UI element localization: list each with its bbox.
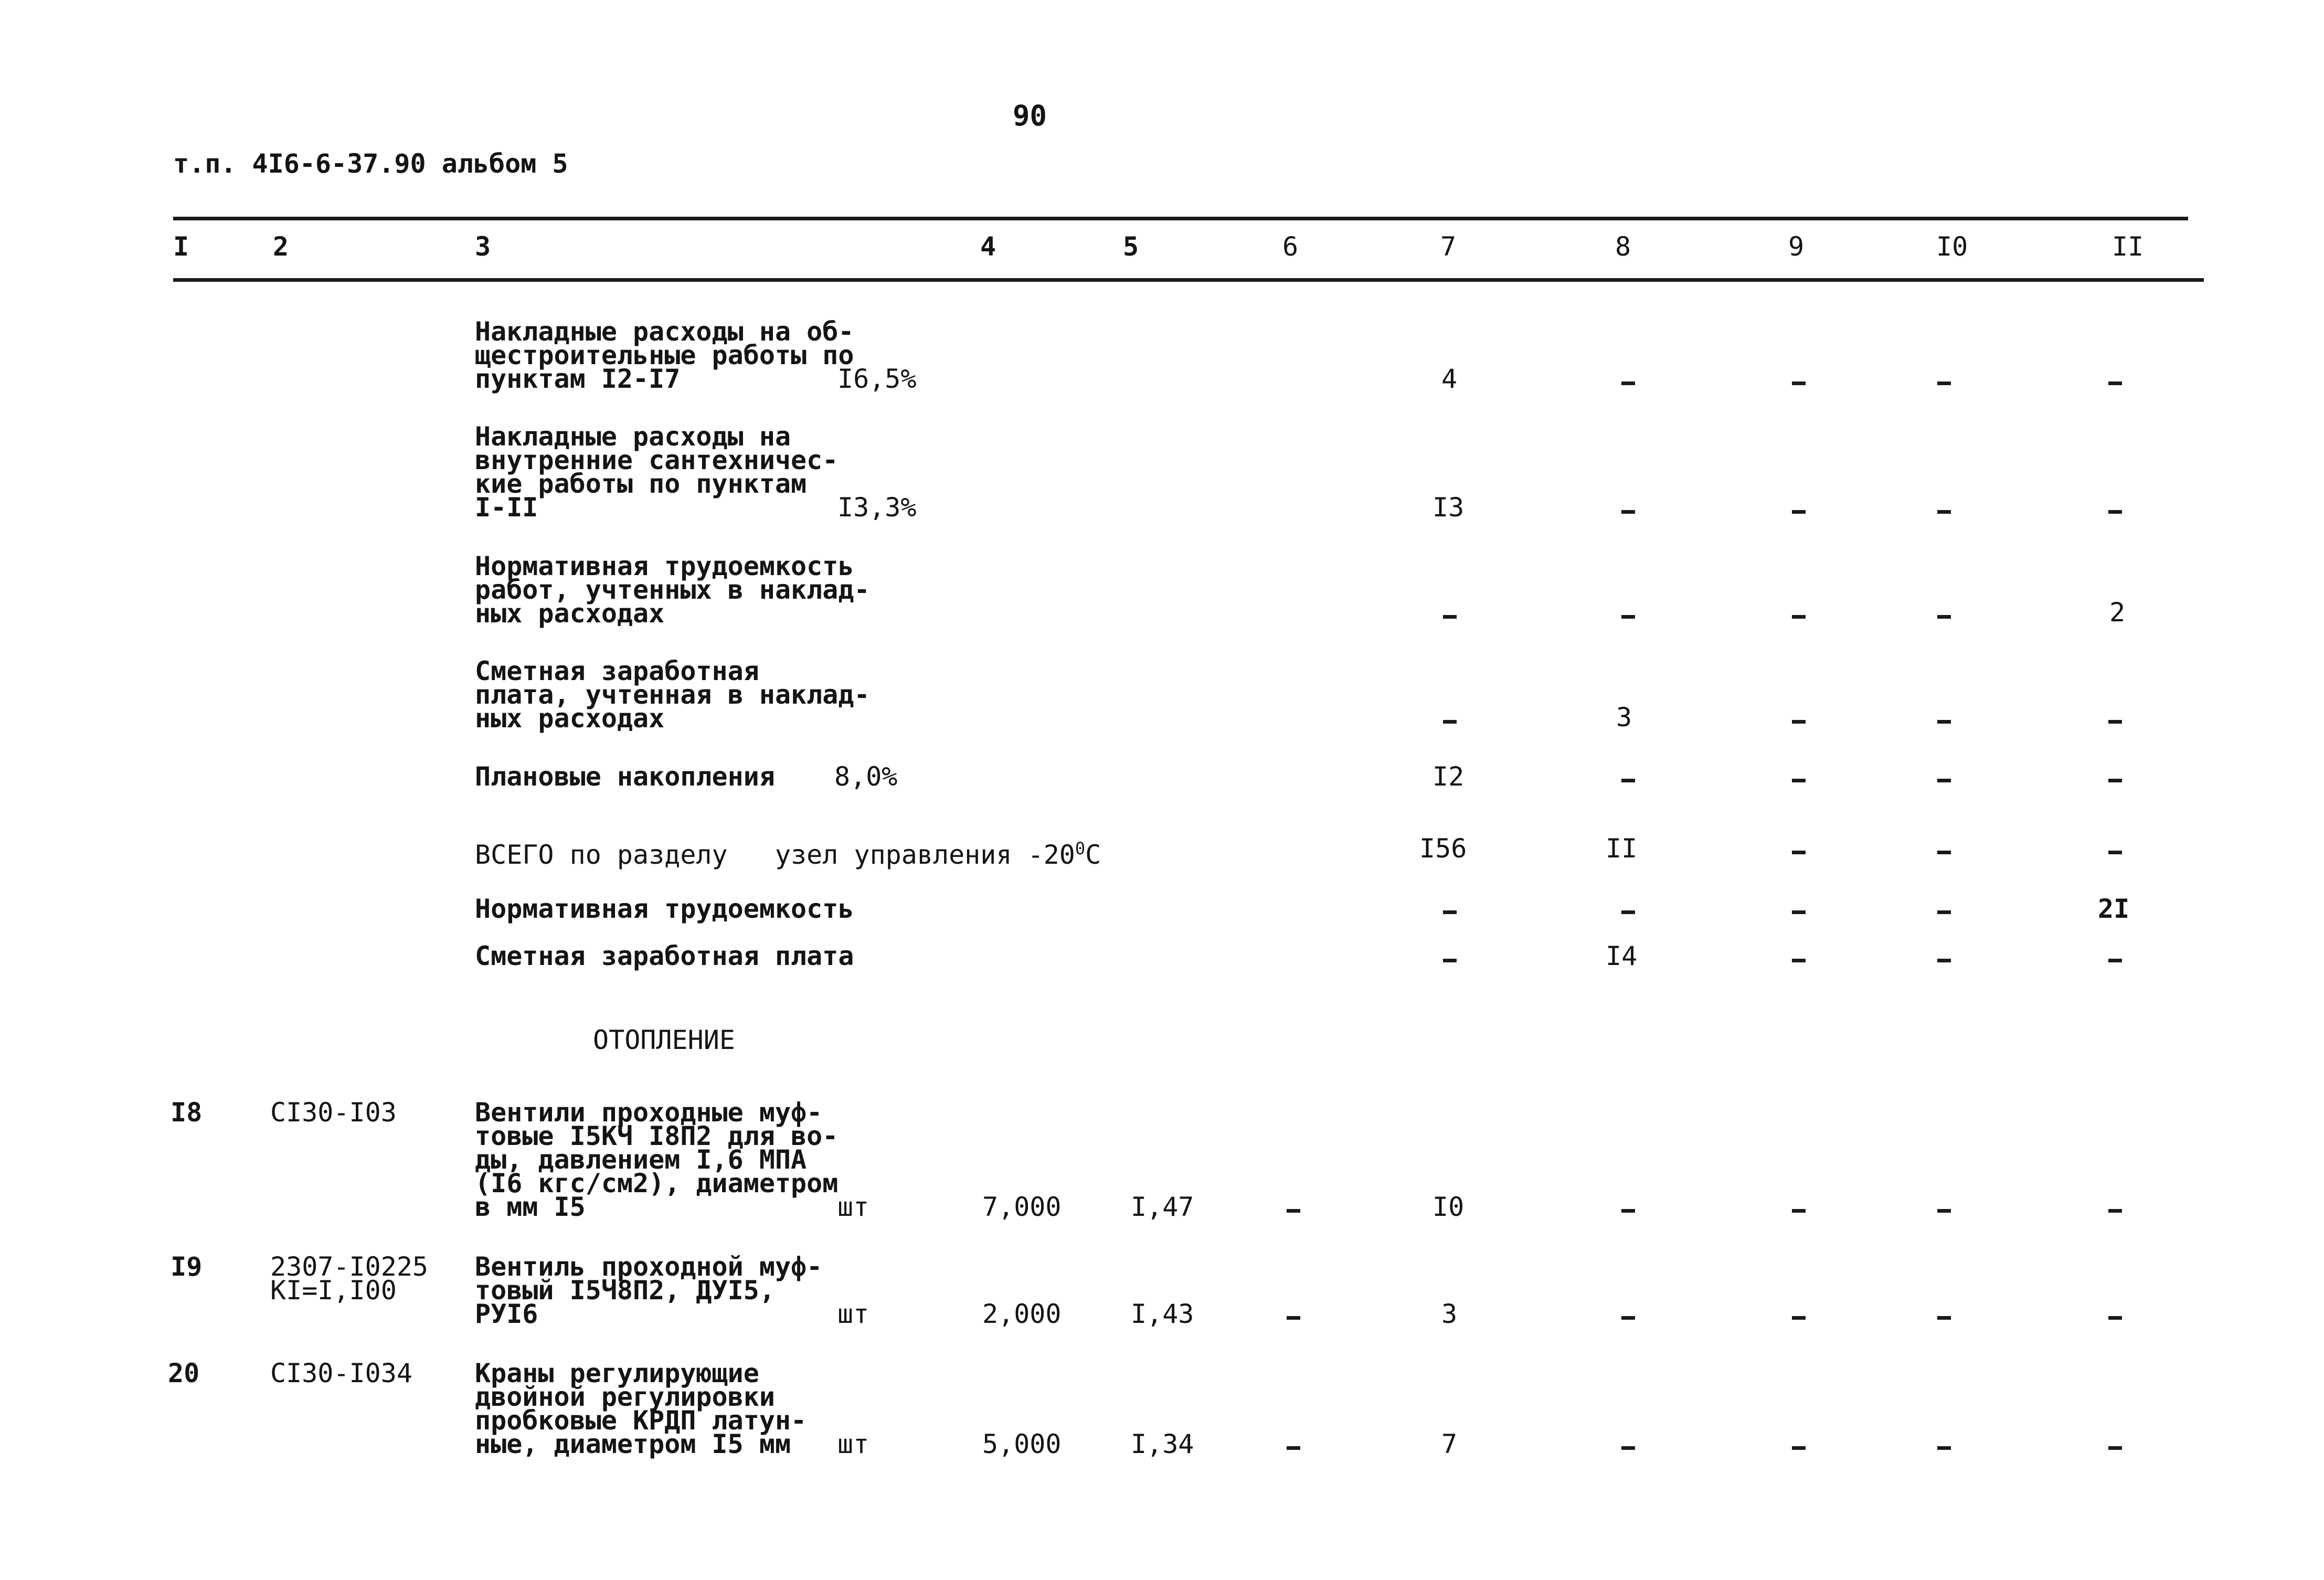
cell-col9-dash [1792, 1446, 1806, 1450]
cell-col6-dash [1287, 1316, 1300, 1320]
cell-col7-dash [1443, 910, 1457, 914]
cell-col5: I,43 [1131, 1299, 1194, 1329]
cell-col11-dash [2108, 851, 2122, 854]
row-description: Накладные расходы на внутренние сантехничес- кие работы по пунктам I-II [475, 421, 839, 523]
degree-mark: 0 [1075, 839, 1086, 858]
item-description: Вентили проходные муф- товые I5КЧ I8П2 для во- ды, давлением I,6 МПА (I6 кгс/см2), диаметром в мм I5 [475, 1097, 839, 1222]
item-code: СI30-I03 [270, 1097, 397, 1128]
cell-col8: II [1606, 833, 1638, 864]
cell-col10-dash [1937, 615, 1951, 619]
item-quantity: 7,000 [982, 1192, 1062, 1222]
row-description [475, 837, 1101, 870]
cell-col10-dash [1937, 851, 1951, 854]
item-quantity: 5,000 [982, 1429, 1062, 1459]
cell-col11-dash [2108, 381, 2122, 385]
cell-col7-dash [1443, 720, 1457, 724]
cell-col11-dash [2108, 779, 2122, 782]
cell-col8-dash [1621, 510, 1635, 514]
cell-col7: 4 [1441, 364, 1458, 394]
column-number-11: II [2112, 231, 2144, 262]
cell-col6-dash [1287, 1446, 1300, 1450]
header-top-rule [173, 217, 2188, 220]
cell-col9-dash [1792, 1316, 1806, 1320]
column-number-6: 6 [1282, 231, 1299, 262]
cell-col8-dash [1621, 615, 1635, 619]
cell-col11: 2 [2109, 597, 2126, 628]
item-unit: шт [837, 1429, 869, 1459]
cell-col5: I,34 [1131, 1429, 1194, 1459]
row-percent: I3,3% [837, 492, 917, 523]
cell-col11: 2I [2098, 894, 2130, 924]
row-description: Сметная заработная плата, учтенная в наклад- ных расходах [475, 656, 870, 734]
row-description: Плановые накопления [475, 761, 775, 792]
cell-col10-dash [1937, 1209, 1951, 1213]
cell-col10-dash [1937, 720, 1951, 724]
column-number-5: 5 [1123, 231, 1139, 262]
document-reference: т.п. 4I6-6-37.90 альбом 5 [173, 149, 568, 179]
cell-col7-dash [1443, 959, 1457, 962]
cell-col10-dash [1937, 381, 1951, 385]
item-description: Вентиль проходной муф- товый I5Ч8П2, ДУI5, РУI6 [475, 1252, 823, 1329]
row-description: Накладные расходы на об- щестроительные работы по пунктам I2-I7 [475, 316, 854, 394]
item-number: I9 [171, 1252, 203, 1282]
cell-col8-dash [1621, 1209, 1635, 1213]
cell-col6-dash [1287, 1209, 1300, 1213]
cell-col11-dash [2108, 1446, 2122, 1450]
cell-col7: I56 [1419, 833, 1467, 864]
cell-col9-dash [1792, 1209, 1806, 1213]
cell-col8: 3 [1616, 702, 1632, 733]
item-number: 20 [168, 1358, 200, 1388]
row-percent: I6,5% [837, 364, 917, 394]
degree-unit: С [1085, 840, 1101, 870]
column-number-3: 3 [475, 231, 491, 262]
cell-col8-dash [1621, 381, 1635, 385]
cell-col9-dash [1792, 510, 1806, 514]
cell-col11-dash [2108, 510, 2122, 514]
cell-col11-dash [2108, 959, 2122, 962]
item-unit: шт [837, 1299, 869, 1329]
cell-col10-dash [1937, 910, 1951, 914]
row-description: Нормативная трудоемкость [475, 894, 854, 924]
cell-col9-dash [1792, 720, 1806, 724]
item-number: I8 [171, 1097, 203, 1128]
cell-col9-dash [1792, 779, 1806, 782]
cell-col10-dash [1937, 779, 1951, 782]
cell-col9-dash [1792, 381, 1806, 385]
cell-col9-dash [1792, 959, 1806, 962]
cell-col10-dash [1937, 510, 1951, 514]
cell-col8-dash [1621, 779, 1635, 782]
total-label: ВСЕГО по разделу узел управления -20 [475, 840, 1075, 870]
column-number-2: 2 [273, 231, 289, 262]
cell-col7: 7 [1441, 1429, 1458, 1459]
cell-col11-dash [2108, 1316, 2122, 1320]
cell-col8-dash [1621, 910, 1635, 914]
item-code: СI30-I034 [270, 1358, 412, 1388]
cell-col7-dash [1443, 615, 1457, 619]
section-title: ОТОПЛЕНИЕ [593, 1025, 735, 1055]
column-number-10: I0 [1936, 231, 1968, 262]
column-number-7: 7 [1440, 231, 1457, 262]
item-code: 2307-I0225 КI=I,I00 [270, 1252, 429, 1306]
cell-col11-dash [2108, 1209, 2122, 1213]
column-number-8: 8 [1615, 231, 1631, 262]
cell-col7: I3 [1432, 492, 1465, 523]
cell-col10-dash [1937, 1446, 1951, 1450]
cell-col11-dash [2108, 720, 2122, 724]
cell-col7: 3 [1441, 1299, 1458, 1329]
item-quantity: 2,000 [982, 1299, 1062, 1329]
cell-col7: I0 [1432, 1192, 1465, 1222]
header-bottom-rule [173, 278, 2204, 282]
item-description: Краны регулирующие двойной регулировки пробковые КРДП латун- ные, диаметром I5 мм [475, 1358, 807, 1459]
cell-col8: I4 [1606, 941, 1638, 971]
column-number-9: 9 [1788, 231, 1805, 262]
row-description: Нормативная трудоемкость работ, учтенных в наклад- ных расходах [475, 551, 870, 629]
row-percent: 8,0% [834, 761, 898, 792]
cell-col10-dash [1937, 1316, 1951, 1320]
cell-col9-dash [1792, 910, 1806, 914]
cell-col8-dash [1621, 1446, 1635, 1450]
page-number: 90 [1013, 99, 1047, 132]
cell-col9-dash [1792, 851, 1806, 854]
cell-col8-dash [1621, 1316, 1635, 1320]
column-number-1: I [173, 231, 189, 262]
cell-col7: I2 [1432, 761, 1465, 792]
column-number-4: 4 [980, 231, 996, 262]
cell-col10-dash [1937, 959, 1951, 962]
item-unit: шт [837, 1192, 869, 1222]
cell-col9-dash [1792, 615, 1806, 619]
cell-col5: I,47 [1131, 1192, 1194, 1222]
row-description: Сметная заработная плата [475, 941, 854, 971]
